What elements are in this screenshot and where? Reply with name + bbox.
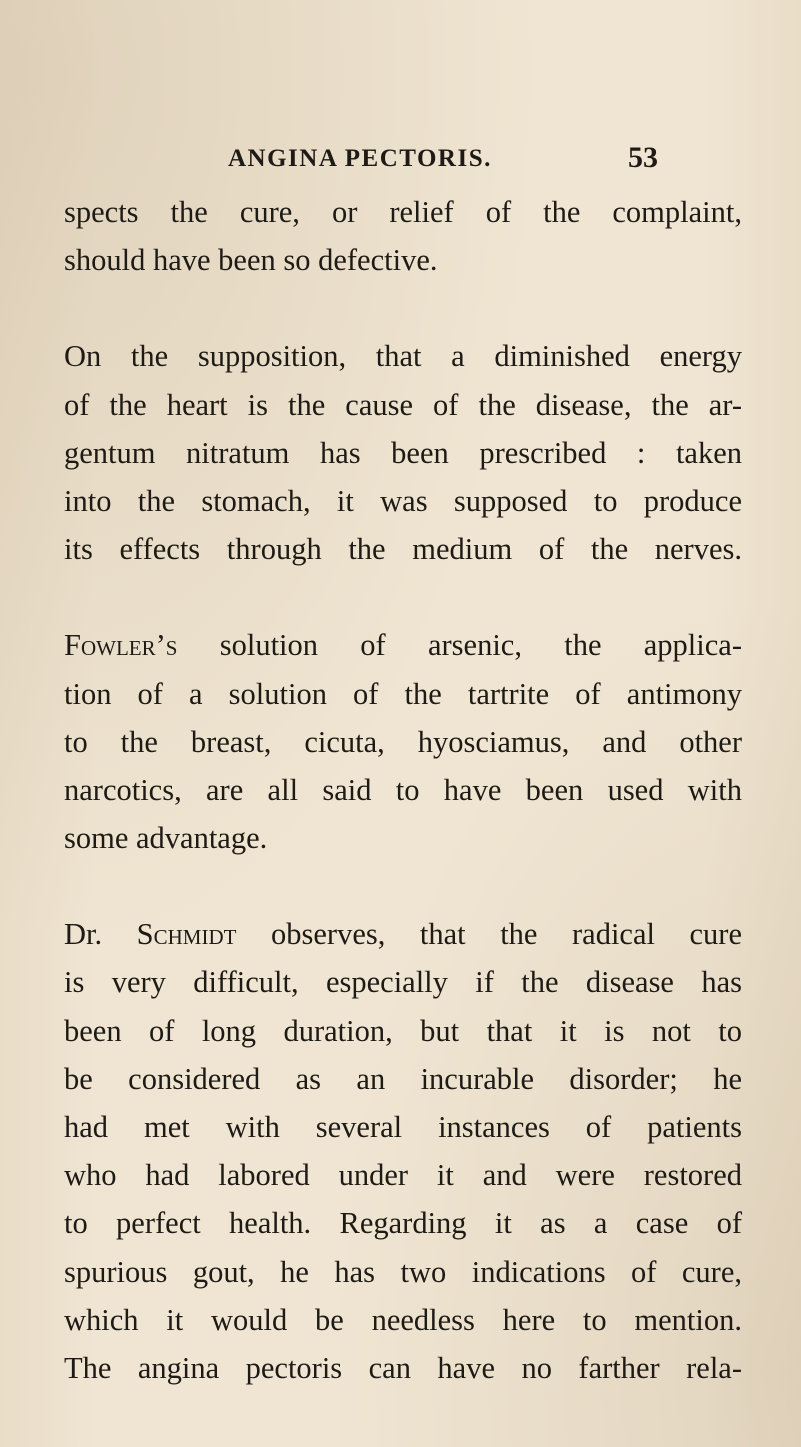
text-line: who had labored under it and were restored <box>64 1158 742 1193</box>
text-line: had met with several instances of patients <box>64 1110 742 1144</box>
paragraph-2 <box>64 332 742 573</box>
paragraph-3 <box>64 621 742 862</box>
text-line: gentum nitratum has been prescribed : taken <box>64 435 742 470</box>
text-line: which it would be needless here to mention. <box>64 1302 742 1337</box>
text-line: of the heart is the cause of the disease, the ar- <box>64 387 742 422</box>
text-line: should have been so defective. <box>64 243 438 278</box>
text-segment: observes, that the radical cure <box>236 917 742 952</box>
paragraph-gap <box>64 284 742 332</box>
text-line: its effects through the medium of the nerves. <box>64 532 742 567</box>
text-line: spects the cure, or relief of the complaint, <box>64 195 742 229</box>
text-line: be considered as an incurable disorder; he <box>64 1061 742 1096</box>
paragraph-gap <box>64 862 742 910</box>
text-line: some advantage. <box>64 821 268 856</box>
text-line: narcotics, are all said to have been used with <box>64 772 742 807</box>
page-number: 53 <box>628 141 658 174</box>
body-text <box>64 188 742 1392</box>
running-head <box>228 141 658 181</box>
text-segment: Dr. <box>64 917 137 952</box>
paragraph-4 <box>64 910 742 1392</box>
running-title: ANGINA PECTORIS. <box>228 145 492 172</box>
text-line: The angina pectoris can have no farther rela- <box>64 1350 742 1385</box>
text-line: On the supposition, that a diminished energy <box>64 339 742 374</box>
text-line: spurious gout, he has two indications of cure, <box>64 1254 742 1289</box>
paragraph-1 <box>64 188 742 284</box>
text-line <box>64 910 742 958</box>
text-segment: solution of arsenic, the applica- <box>177 628 742 663</box>
text-line: into the stomach, it was supposed to produce <box>64 483 742 518</box>
author-name-fowler: Fowler’s <box>64 628 178 663</box>
paragraph-gap <box>64 573 742 621</box>
text-line: tion of a solution of the tartrite of antimony <box>64 676 742 711</box>
text-line: to the breast, cicuta, hyosciamus, and other <box>64 724 742 759</box>
text-line: been of long duration, but that it is not to <box>64 1013 742 1048</box>
text-line: is very difficult, especially if the disease has <box>64 965 742 1000</box>
text-line <box>64 621 742 669</box>
text-line: to perfect health. Regarding it as a case of <box>64 1206 742 1241</box>
author-name-schmidt: Schmidt <box>136 917 237 952</box>
